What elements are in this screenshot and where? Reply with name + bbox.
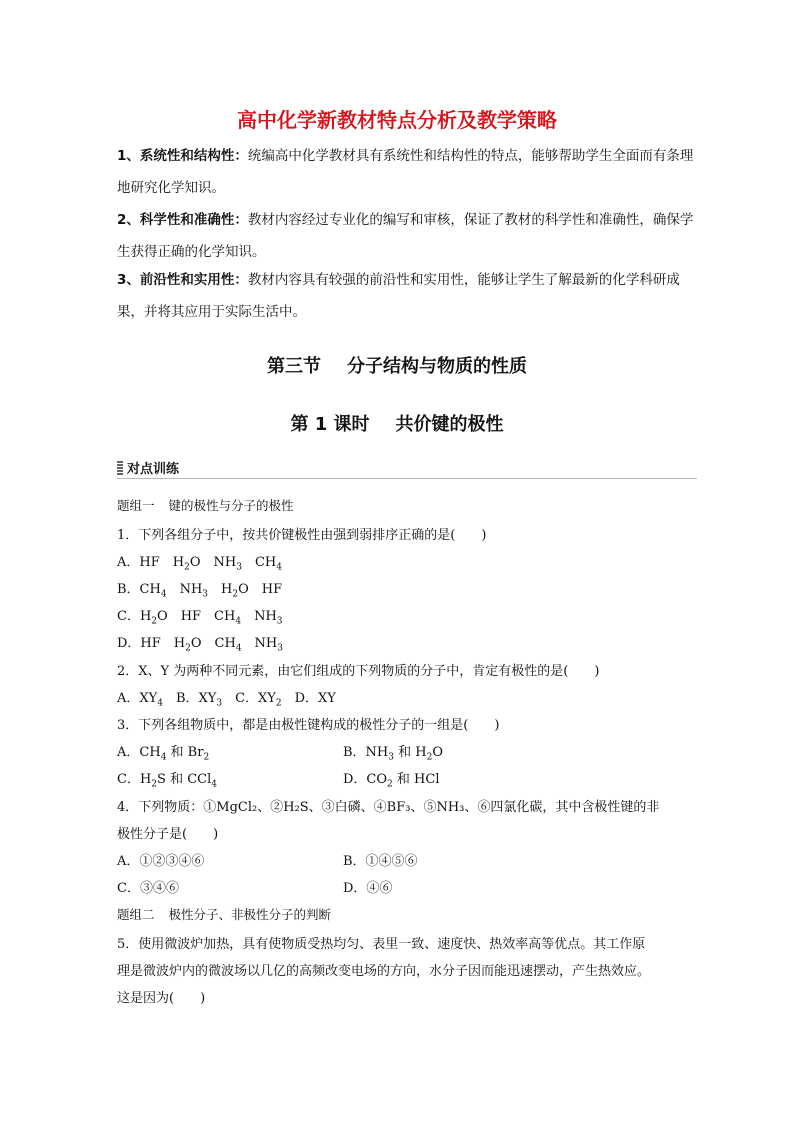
q2-options: A．$XY_4$ B．$XY_3$ C．$XY_2$ D．XY (117, 691, 336, 709)
q3-option-b: B．$NH_3$ 和 $H_2O$ (343, 745, 444, 763)
intro-point-3 (117, 264, 697, 328)
point-label: 1、系统性和结构性： (117, 148, 248, 164)
q3-option-a: A．$CH_4$ 和 $Br_2$ (117, 745, 210, 763)
question-3: 3．下列各组物质中，都是由极性键构成的极性分子的一组是( ) (117, 718, 500, 733)
point-label: 3、前沿性和实用性： (117, 272, 248, 288)
q1-option-b: B．$CH_4$ $NH_3$ $H_2O$ HF (117, 582, 283, 600)
group-1-heading: 题组一 键的极性与分子的极性 (117, 498, 294, 513)
q1-option-a: A．HF $H_2O$ $NH_3$ $CH_4$ (117, 555, 282, 573)
point-text: 统编高中化学教材具有系统性和结构性的特点，能够帮助学生全面而有条理地研究化学知识。 (117, 148, 694, 196)
question-4-line-2: 极性分子是( ) (117, 827, 219, 842)
question-5-line-2: 理是微波炉内的微波场以几亿的高频改变电场的方向，水分子因而能迅速摆动，产生热效应。 (117, 964, 651, 979)
intro-point-1 (117, 140, 697, 204)
lesson-name: 共价键的极性 (395, 414, 504, 435)
question-1: 1．下列各组分子中，按共价键极性由强到弱排序正确的是( ) (117, 528, 487, 543)
q4-option-a: A．①②③④⑥ (117, 854, 205, 869)
section-heading (0, 352, 794, 378)
point-text: 教材内容经过专业化的编写和审核，保证了教材的科学性和准确性，确保学生获得正确的化学知识。 (117, 212, 694, 260)
lesson-number: 第 1 课时 (290, 414, 370, 435)
intro-point-2 (117, 204, 697, 268)
question-5-line-1: 5．使用微波炉加热，具有使物质受热均匀、表里一致、速度快、热效率高等优点。其工作原 (117, 937, 646, 952)
q3-option-c: C．$H_2S$ 和 CCl$_4$ (117, 772, 217, 790)
q3-option-d: D．$CO_2$ 和 HCl (343, 772, 440, 790)
point-label: 2、科学性和准确性： (117, 212, 248, 228)
q4-option-b: B．①④⑤⑥ (343, 854, 418, 869)
question-2: 2．X、Y 为两种不同元素，由它们组成的下列物质的分子中，肯定有极性的是( ) (117, 664, 600, 679)
point-text: 教材内容具有较强的前沿性和实用性，能够让学生了解最新的化学科研成果，并将其应用于实际生活中。 (117, 272, 680, 320)
training-label: 对点训练 (127, 462, 180, 477)
training-divider (117, 478, 697, 479)
group-2-heading: 题组二 极性分子、非极性分子的判断 (117, 907, 332, 922)
document-title: 高中化学新教材特点分析及教学策略 (237, 108, 557, 132)
question-5-line-3: 这是因为( ) (117, 991, 206, 1006)
q1-option-c: C．$H_2O$ HF $CH_4$ $NH_3$ (117, 609, 283, 627)
q1-option-d: D．HF $H_2O$ $CH_4$ $NH_3$ (117, 636, 283, 654)
question-4-line-1: 4．下列物质：①MgCl₂、②H₂S、③白磷、④BF₃、⑤NH₃、⑥四氯化碳，其中含极性键的非 (117, 800, 660, 815)
q4-option-d: D．④⑥ (343, 881, 393, 896)
section-number: 第三节 (267, 356, 321, 377)
lesson-heading (0, 410, 794, 436)
q4-option-c: C．③④⑥ (117, 881, 179, 896)
section-name: 分子结构与物质的性质 (347, 356, 527, 377)
